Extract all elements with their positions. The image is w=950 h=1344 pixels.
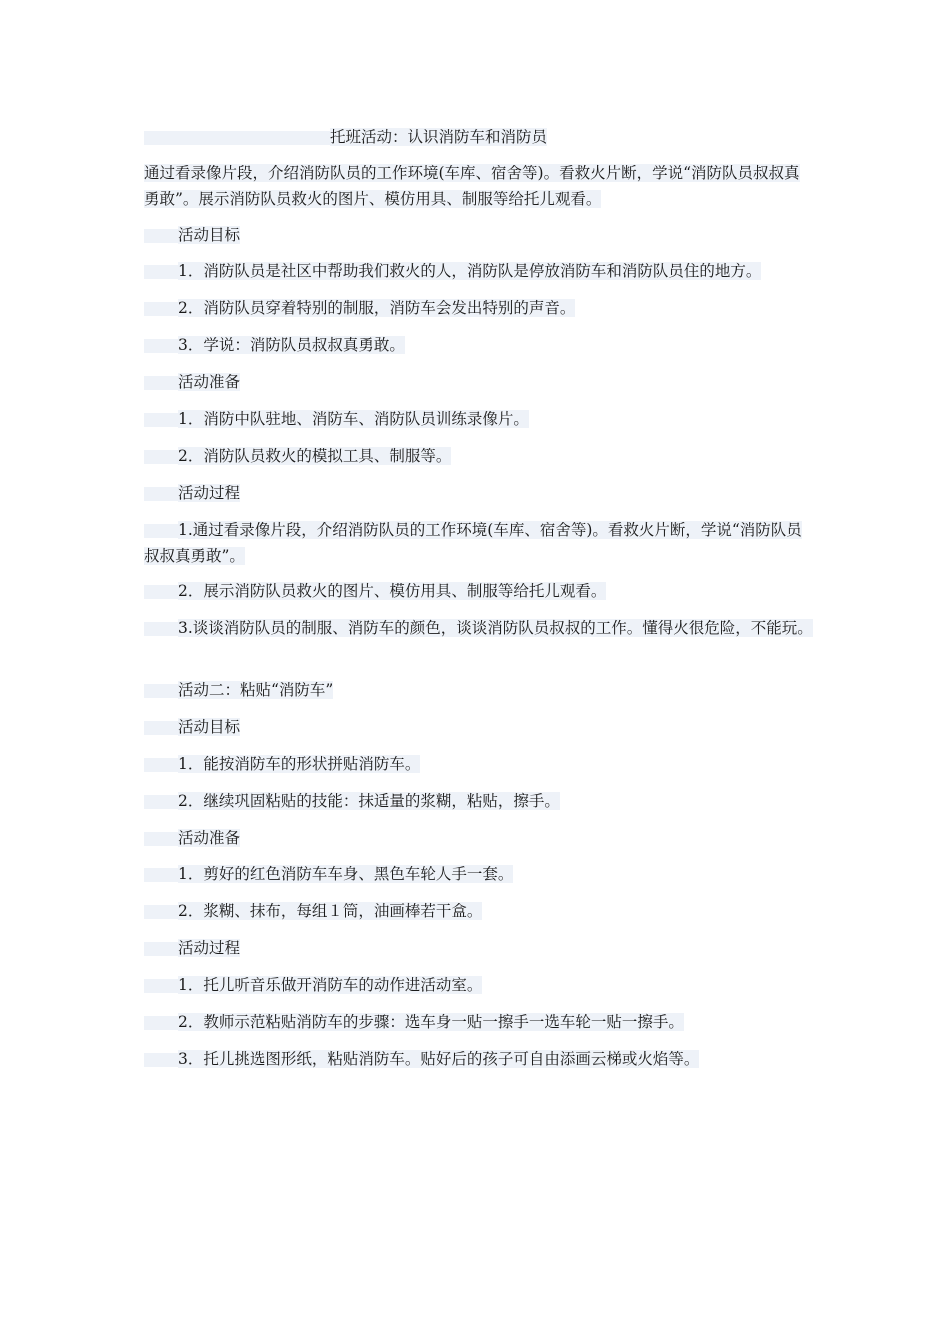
s2-proc-item-3: 3．托儿挑选图形纸，粘贴消防车。贴好后的孩子可自由添画云梯或火焰等。 bbox=[144, 1046, 814, 1072]
s1-goal-item-3: 3．学说：消防队员叔叔真勇敢。 bbox=[144, 332, 814, 358]
s2-goal-heading: 活动目标 bbox=[144, 714, 814, 740]
s2-prep-item-2: 2．浆糊、抹布，每组１筒，油画棒若干盒。 bbox=[144, 898, 814, 924]
s1-prep-item-2: 2．消防队员救火的模拟工具、制服等。 bbox=[144, 443, 814, 469]
s1-goal-item-2: 2．消防队员穿着特别的制服，消防车会发出特别的声音。 bbox=[144, 295, 814, 321]
document-title: 托班活动：认识消防车和消防员 bbox=[144, 124, 814, 150]
s1-proc-item-1: 1.通过看录像片段，介绍消防队员的工作环境(车库、宿舍等)。看救火片断，学说“消防队员叔叔真勇敢”。 bbox=[144, 521, 802, 565]
s1-proc-item-3: 3.谈谈消防队员的制服、消防车的颜色，谈谈消防队员叔叔的工作。懂得火很危险，不能玩。 bbox=[144, 615, 814, 641]
s1-proc-item-2: 2．展示消防队员救火的图片、模仿用具、制服等给托儿观看。 bbox=[144, 578, 814, 604]
s1-prep-heading: 活动准备 bbox=[144, 369, 814, 395]
s2-proc-heading: 活动过程 bbox=[144, 935, 814, 961]
s2-goal-item-1: 1．能按消防车的形状拼贴消防车。 bbox=[144, 751, 814, 777]
s2-prep-heading: 活动准备 bbox=[144, 825, 814, 851]
s2-proc-item-2: 2．教师示范粘贴消防车的步骤：选车身一贴一擦手一选车轮一贴一擦手。 bbox=[144, 1009, 814, 1035]
title-highlight bbox=[144, 131, 330, 145]
s1-goal-item-1: 1．消防队员是社区中帮助我们救火的人，消防队是停放消防车和消防队员住的地方。 bbox=[144, 258, 814, 284]
s2-proc-item-1: 1．托儿听音乐做开消防车的动作进活动室。 bbox=[144, 972, 814, 998]
s1-prep-item-1: 1．消防中队驻地、消防车、消防队员训练录像片。 bbox=[144, 406, 814, 432]
s2-title: 活动二：粘贴“消防车” bbox=[144, 677, 814, 703]
s1-goal-heading: 活动目标 bbox=[144, 222, 814, 248]
s1-proc-heading: 活动过程 bbox=[144, 480, 814, 506]
s2-prep-item-1: 1．剪好的红色消防车车身、黑色车轮人手一套。 bbox=[144, 861, 814, 887]
intro-paragraph: 通过看录像片段，介绍消防队员的工作环境(车库、宿舍等)。看救火片断，学说“消防队员叔叔真勇敢”。展示消防队员救火的图片、模仿用具、制服等给托儿观看。 bbox=[144, 164, 800, 208]
s2-goal-item-2: 2．继续巩固粘贴的技能：抹适量的浆糊，粘贴，擦手。 bbox=[144, 788, 814, 814]
